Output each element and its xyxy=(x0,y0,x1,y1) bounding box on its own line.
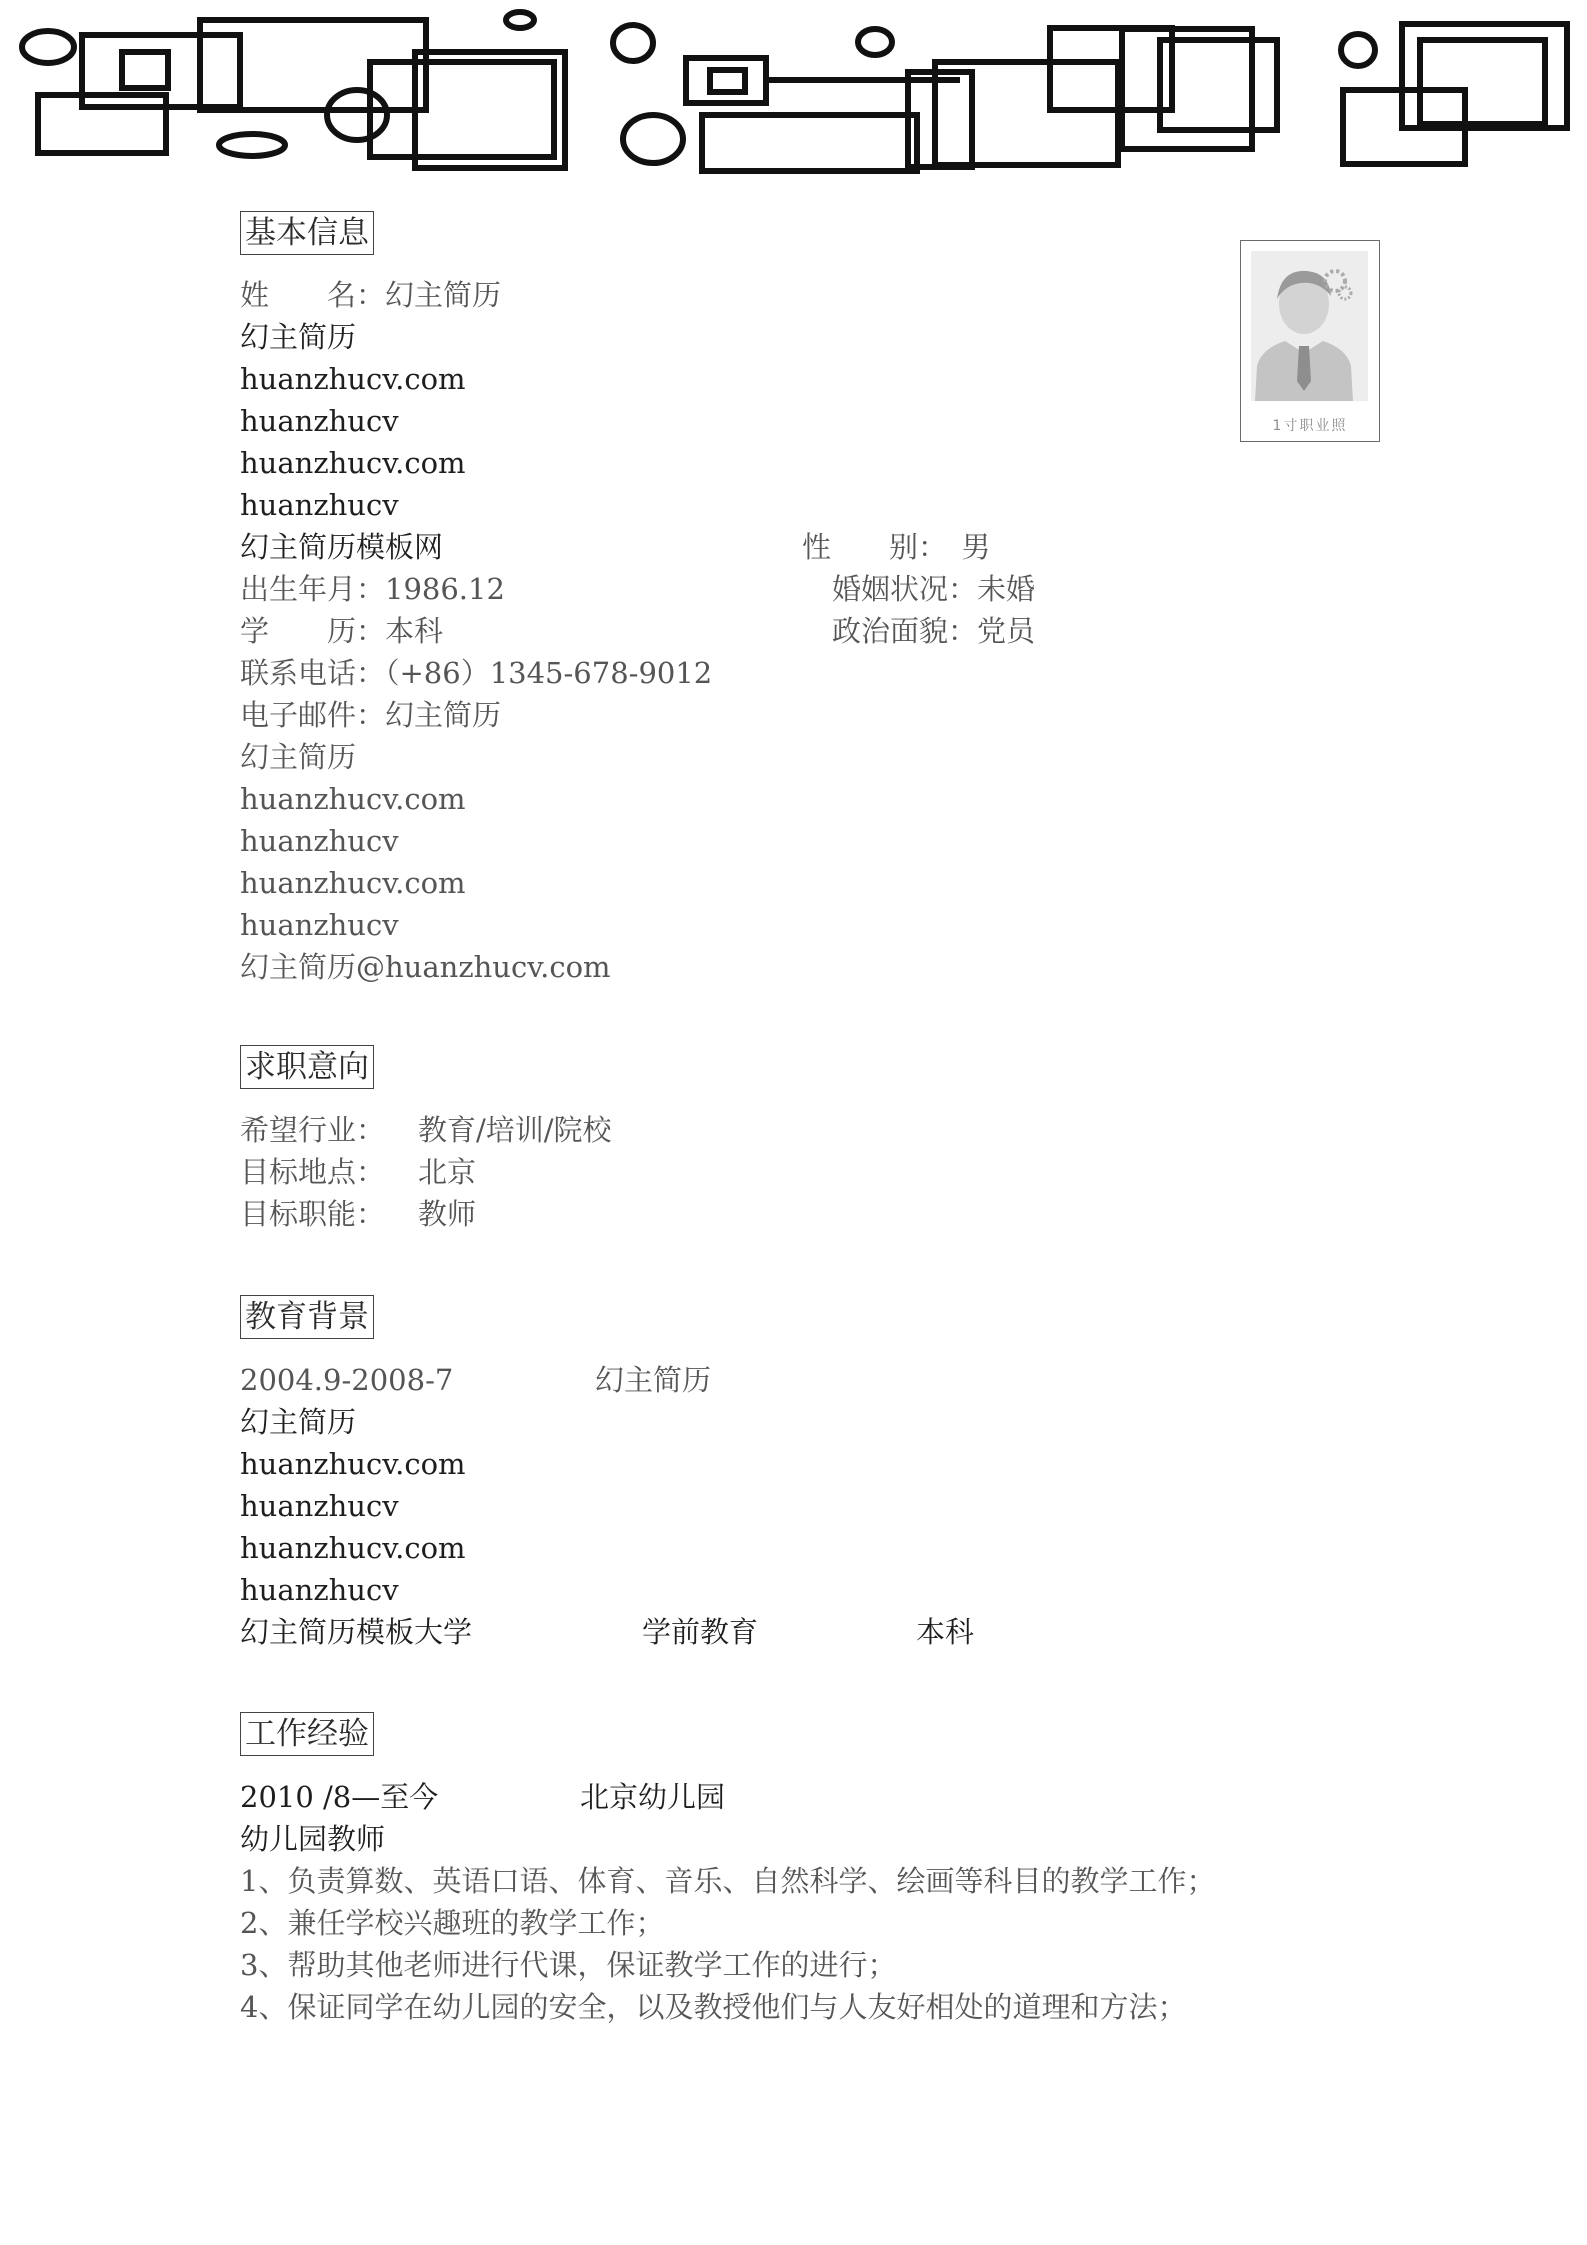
phone-field: 联系电话：（+86）1345-678-9012 xyxy=(240,656,713,690)
section-title-work-experience: 工作经验 xyxy=(240,1712,374,1756)
gender-field: 性 别： 男 xyxy=(802,530,991,564)
intent-value: 教师 xyxy=(418,1197,477,1231)
education-school: 幻主简历模板大学 xyxy=(240,1615,473,1649)
work-duty: 3、帮助其他老师进行代课，保证教学工作的进行； xyxy=(240,1948,897,1982)
work-duty: 1、负责算数、英语口语、体育、音乐、自然科学、绘画等科目的教学工作； xyxy=(240,1864,1216,1898)
work-company: 北京幼儿园 xyxy=(580,1780,726,1814)
section-title-education: 教育背景 xyxy=(240,1295,374,1339)
section-title-job-intent: 求职意向 xyxy=(240,1045,374,1089)
watermark-line: huanzhucv xyxy=(240,1489,399,1523)
watermark-line: huanzhucv.com xyxy=(240,1531,466,1565)
watermark-line: 幻主简历 xyxy=(240,740,357,774)
work-position: 幼儿园教师 xyxy=(240,1822,386,1856)
watermark-line: huanzhucv.com xyxy=(240,446,466,480)
intent-label: 希望行业： xyxy=(240,1113,386,1147)
watermark-line: huanzhucv xyxy=(240,488,399,522)
email-address: 幻主简历@huanzhucv.com xyxy=(240,950,611,984)
birth-field: 出生年月：1986.12 xyxy=(240,572,505,606)
profile-photo-placeholder xyxy=(1240,240,1380,442)
watermark-line: huanzhucv xyxy=(240,404,399,438)
intent-label: 目标职能： xyxy=(240,1197,386,1231)
education-level-field: 学 历：本科 xyxy=(240,614,444,648)
photo-caption: 1寸职业照 xyxy=(1272,418,1348,434)
marital-status-field: 婚姻状况：未婚 xyxy=(832,572,1036,606)
intent-label: 目标地点： xyxy=(240,1155,386,1189)
education-period: 2004.9-2008-7 xyxy=(240,1363,454,1397)
intent-value: 教育/培训/院校 xyxy=(418,1113,612,1147)
watermark-line: huanzhucv.com xyxy=(240,866,466,900)
decorative-banner xyxy=(0,0,1587,175)
education-degree: 本科 xyxy=(916,1615,975,1649)
email-label-field: 电子邮件：幻主简历 xyxy=(240,698,502,732)
name-field: 姓 名：幻主简历 xyxy=(240,278,502,312)
website-name: 幻主简历模板网 xyxy=(240,530,444,564)
work-duty: 4、保证同学在幼儿园的安全，以及教授他们与人友好相处的道理和方法； xyxy=(240,1990,1187,2024)
watermark-line: huanzhucv.com xyxy=(240,362,466,396)
watermark-line: huanzhucv xyxy=(240,1573,399,1607)
work-duty: 2、兼任学校兴趣班的教学工作； xyxy=(240,1906,665,1940)
political-status-field: 政治面貌：党员 xyxy=(832,614,1036,648)
intent-value: 北京 xyxy=(418,1155,477,1189)
section-title-basic-info: 基本信息 xyxy=(240,211,374,255)
work-period: 2010 /8—至今 xyxy=(240,1780,439,1814)
education-school-short: 幻主简历 xyxy=(595,1363,712,1397)
watermark-line: 幻主简历 xyxy=(240,320,357,354)
education-major: 学前教育 xyxy=(642,1615,759,1649)
watermark-line: huanzhucv xyxy=(240,824,399,858)
watermark-line: huanzhucv xyxy=(240,908,399,942)
watermark-line: 幻主简历 xyxy=(240,1405,357,1439)
watermark-line: huanzhucv.com xyxy=(240,1447,466,1481)
watermark-line: huanzhucv.com xyxy=(240,782,466,816)
